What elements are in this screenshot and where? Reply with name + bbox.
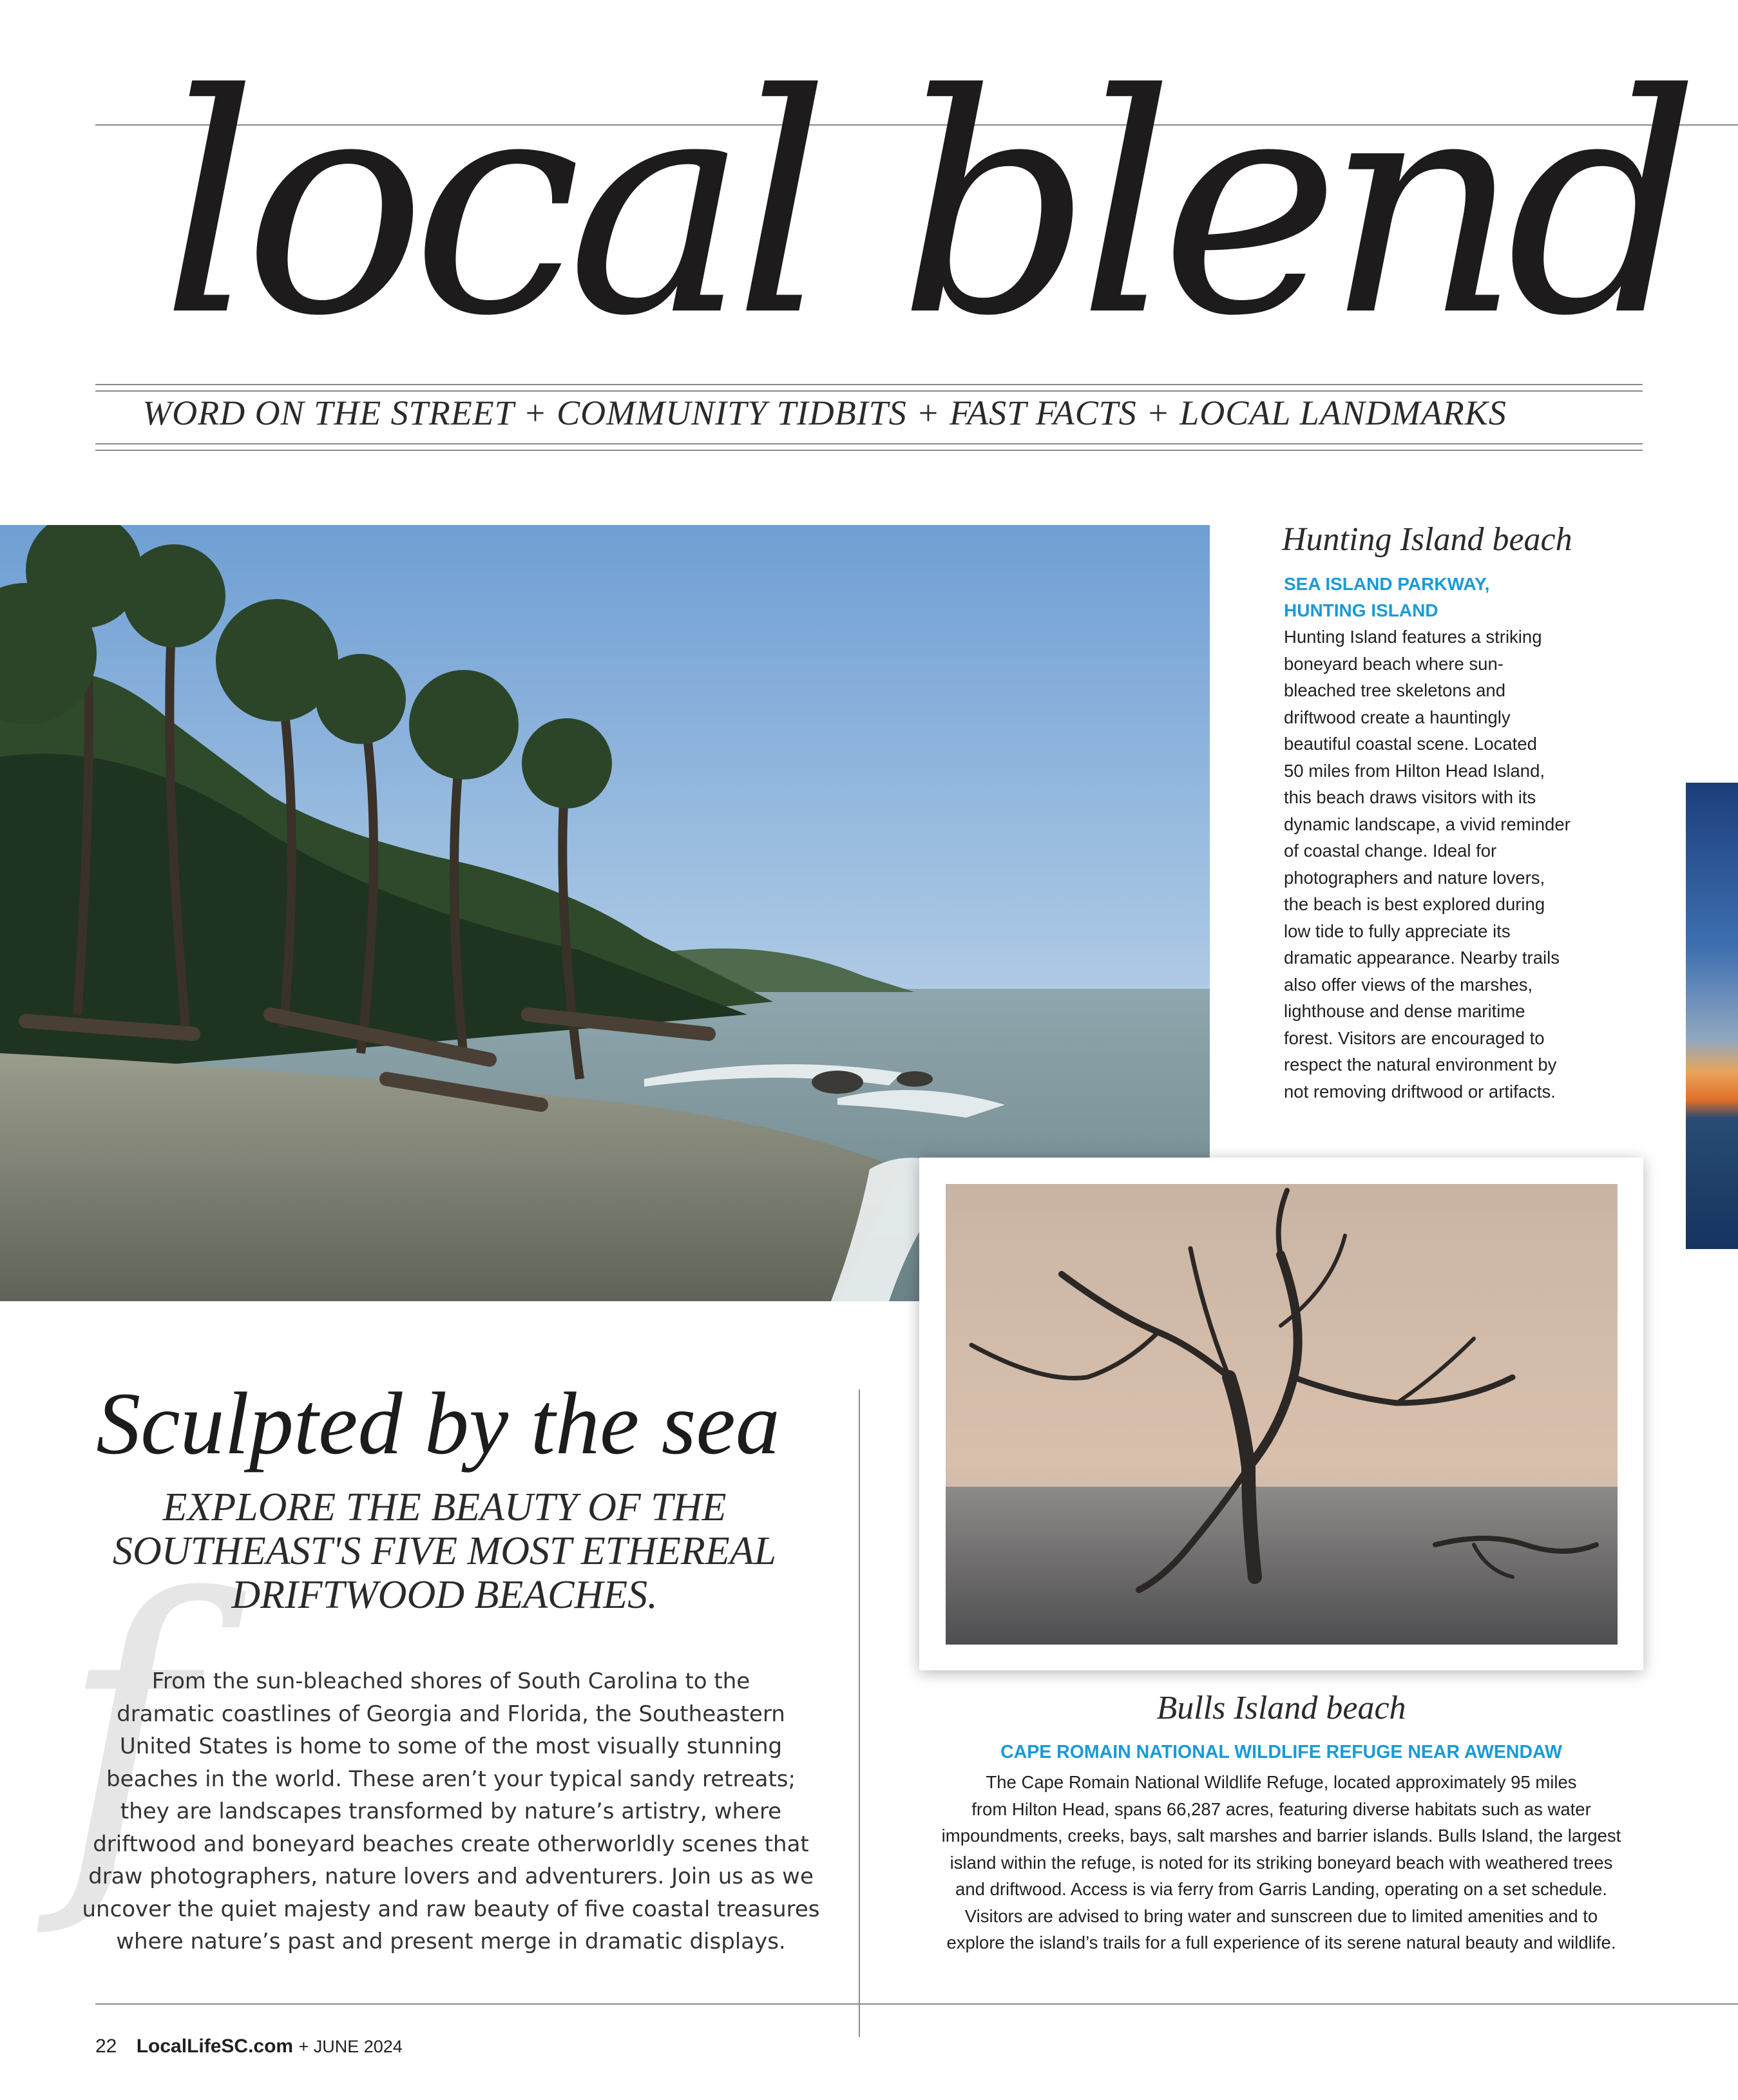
footer-rule [95, 2003, 1738, 2005]
masthead-rule-1 [95, 384, 1643, 385]
deck-line: EXPLORE THE BEAUTY OF THE [162, 1485, 727, 1529]
masthead-rule-2 [95, 390, 1643, 392]
body-line: dramatic appearance. Nearby trails [1284, 948, 1560, 968]
bulls-island-title: Bulls Island beach [1156, 1690, 1406, 1726]
location-line: HUNTING ISLAND [1284, 600, 1438, 620]
masthead-kicker: WORD ON THE STREET + COMMUNITY TIDBITS + FAST FACTS + LOCAL LANDMARKS [142, 394, 1507, 432]
body-line: this beach draws visitors with its [1284, 787, 1536, 807]
body-line: low tide to fully appreciate its [1284, 921, 1511, 941]
next-page-photo-strip [1686, 783, 1738, 1249]
body-line: Hunting Island features a striking [1284, 627, 1542, 647]
body-line: dynamic landscape, a vivid reminder [1284, 814, 1571, 834]
body-line: respect the natural environment by [1284, 1055, 1557, 1074]
intro-line: draw photographers, nature lovers and adventurers. Join us as we [88, 1864, 814, 1889]
masthead-title: local blend [161, 30, 1686, 382]
intro-line: United States is home to some of the most visually stunning [119, 1733, 783, 1759]
body-line: photographers and nature lovers, [1284, 867, 1545, 888]
drop-cap: f [59, 1523, 193, 1943]
page-folio [95, 2036, 403, 2057]
body-line: not removing driftwood or artifacts. [1284, 1081, 1556, 1102]
body-line: island within the refuge, is noted for its striking boneyard beach with weathered trees [950, 1852, 1613, 1873]
hunting-island-title: Hunting Island beach [1282, 521, 1572, 558]
deck-line: DRIFTWOOD BEACHES. [231, 1573, 658, 1617]
hunting-island-location [1284, 571, 1619, 624]
body-line: bleached tree skeletons and [1284, 680, 1505, 700]
body-line: forest. Visitors are encouraged to [1284, 1027, 1545, 1048]
kicker-rule-1 [95, 443, 1643, 444]
story-intro [77, 1665, 825, 1958]
body-line: of coastal change. Ideal for [1284, 841, 1497, 861]
body-line: and driftwood. Access is via ferry from Garris Landing, operating on a set schedule. [955, 1879, 1607, 1899]
bulls-island-body [876, 1769, 1686, 1956]
body-line: impoundments, creeks, bays, salt marshes and barrier islands. Bulls Island, the largest [941, 1826, 1621, 1846]
intro-line: they are landscapes transformed by nature’s artistry, where [120, 1799, 782, 1824]
location-line: SEA ISLAND PARKWAY, [1284, 574, 1490, 594]
page-number: 22 [95, 2036, 117, 2057]
intro-line: uncover the quiet majesty and raw beauty of five coastal treasures [82, 1896, 820, 1922]
body-line: 50 miles from Hilton Head Island, [1284, 760, 1545, 781]
body-line: explore the island’s trails for a full experience of its serene natural beauty and wildlife. [946, 1933, 1616, 1952]
body-line: driftwood create a hauntingly [1284, 707, 1511, 727]
body-line: Visitors are advised to bring water and sunscreen due to limited amenities and to [964, 1905, 1598, 1926]
body-line: lighthouse and dense maritime [1284, 1001, 1525, 1021]
body-line: The Cape Romain National Wildlife Refuge, located approximately 95 miles [986, 1772, 1577, 1792]
story-deck [71, 1485, 818, 1617]
kicker-rule-2 [95, 450, 1643, 451]
issue-date: + JUNE 2024 [298, 2037, 403, 2056]
intro-line: beaches in the world. These aren’t your typical sandy retreats; [106, 1766, 796, 1792]
body-line: also offer views of the marshes, [1284, 974, 1533, 995]
intro-line: From the sun-bleached shores of South Carolina to the [151, 1668, 750, 1694]
story-headline: Sculpted by the sea [96, 1374, 780, 1473]
intro-line: dramatic coastlines of Georgia and Florida, the Southeastern [117, 1701, 785, 1727]
body-line: beautiful coastal scene. Located [1284, 734, 1537, 754]
deck-line: SOUTHEAST'S FIVE MOST ETHEREAL [113, 1529, 776, 1573]
body-line: boneyard beach where sun- [1284, 653, 1504, 674]
column-divider [859, 1389, 860, 2037]
bulls-island-photo [946, 1184, 1618, 1645]
intro-line: where nature’s past and present merge in dramatic displays. [116, 1929, 786, 1954]
body-line: the beach is best explored during [1284, 894, 1545, 914]
hunting-island-body [1284, 624, 1619, 1105]
site-link[interactable]: LocalLifeSC.com [136, 2036, 294, 2057]
bulls-island-location: CAPE ROMAIN NATIONAL WILDLIFE REFUGE NEAR AWENDAW [1000, 1742, 1562, 1762]
intro-line: driftwood and boneyard beaches create otherworldly scenes that [93, 1831, 809, 1857]
body-line: from Hilton Head, spans 66,287 acres, featuring diverse habitats such as water [971, 1799, 1591, 1819]
